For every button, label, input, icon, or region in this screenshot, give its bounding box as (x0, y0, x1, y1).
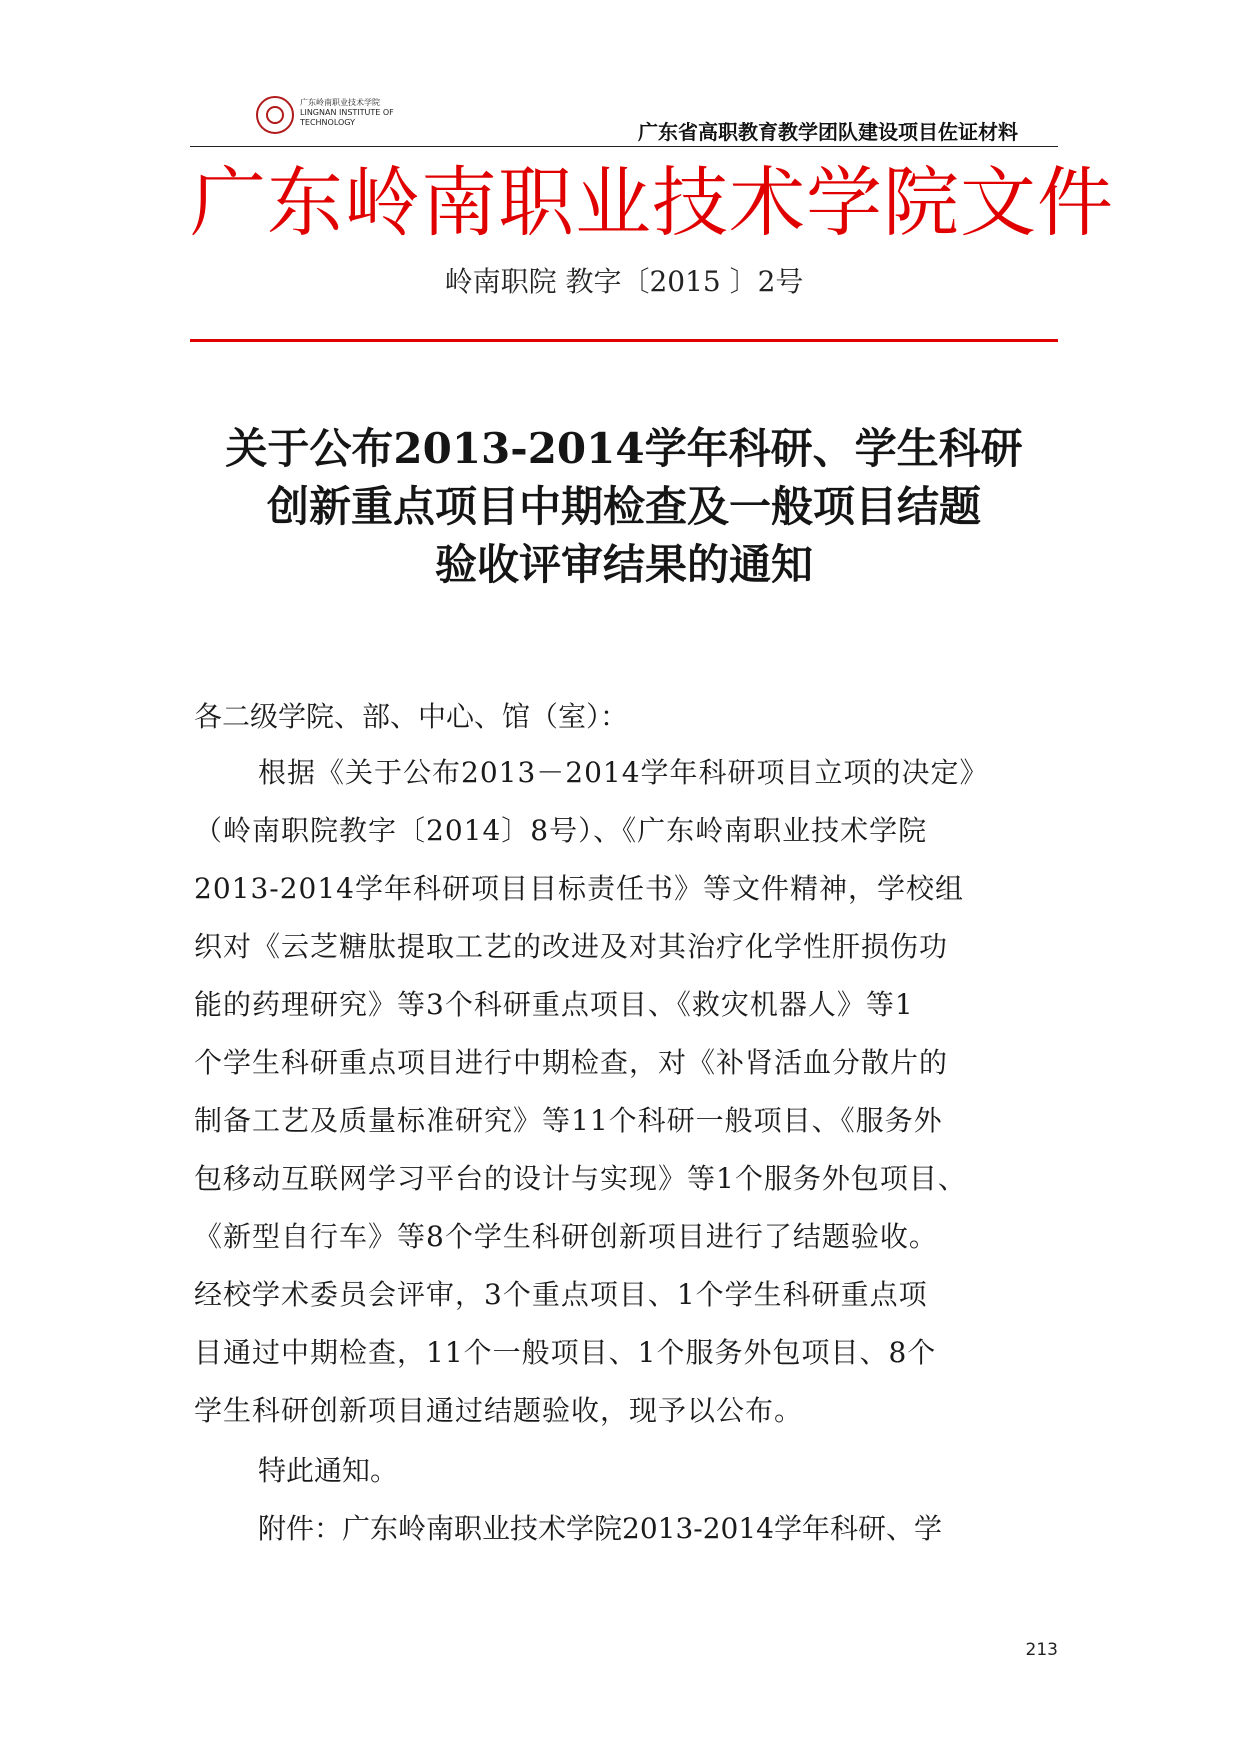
body-line: 2013-2014学年科研项目目标责任书》等文件精神，学校组 (194, 872, 964, 905)
notice-body (194, 744, 1056, 1440)
attachment-line: 附件：广东岭南职业技术学院2013-2014学年科研、学 (258, 1512, 942, 1545)
masthead-red-divider (190, 339, 1058, 342)
logo-text-en-1: LINGNAN INSTITUTE OF (300, 108, 394, 117)
body-line: 制备工艺及质量标准研究》等11个科研一般项目、《服务外 (194, 1104, 943, 1137)
body-line: 包移动互联网学习平台的设计与实现》等1个服务外包项目、 (194, 1162, 967, 1195)
body-line: 经校学术委员会评审，3个重点项目、1个学生科研重点项 (194, 1278, 928, 1311)
body-line: 织对《云芝糖肽提取工艺的改进及对其治疗化学性肝损伤功 (194, 930, 949, 963)
page-number: 213 (1025, 1640, 1058, 1660)
school-logo (256, 92, 406, 136)
notice-title (190, 420, 1058, 594)
logo-text-cn: 广东岭南职业技术学院 (300, 98, 380, 107)
body-line: 个学生科研重点项目进行中期检查，对《补肾活血分散片的 (194, 1046, 949, 1079)
body-line: 《新型自行车》等8个学生科研创新项目进行了结题验收。 (194, 1220, 938, 1253)
running-header-title: 广东省高职教育教学团队建设项目佐证材料 (638, 120, 1018, 144)
document-masthead: 广东岭南职业技术学院文件 (190, 158, 1114, 247)
notice-title-line: 创新重点项目中期检查及一般项目结题 (266, 482, 981, 531)
school-seal-icon (256, 96, 294, 134)
logo-text-en-2: TECHNOLOGY (300, 118, 355, 127)
logo-text (300, 98, 394, 128)
document-number: 岭南职院 教字〔2015 〕2号 (444, 265, 804, 298)
notice-title-line: 验收评审结果的通知 (434, 540, 813, 589)
body-line: （岭南职院教字〔2014〕8号）、《广东岭南职业技术学院 (194, 814, 928, 847)
closing-line: 特此通知。 (258, 1454, 399, 1487)
salutation: 各二级学院、部、中心、馆（室）： (194, 700, 629, 733)
notice-title-line: 关于公布2013-2014学年科研、学生科研 (225, 424, 1023, 473)
body-line: 目通过中期检查，11个一般项目、1个服务外包项目、8个 (194, 1336, 937, 1369)
body-line: 根据《关于公布2013－2014学年科研项目立项的决定》 (258, 756, 989, 789)
body-line: 学生科研创新项目通过结题验收，现予以公布。 (194, 1394, 804, 1427)
header-divider (190, 146, 1058, 147)
body-line: 能的药理研究》等3个科研重点项目、《救灾机器人》等1 (194, 988, 914, 1021)
